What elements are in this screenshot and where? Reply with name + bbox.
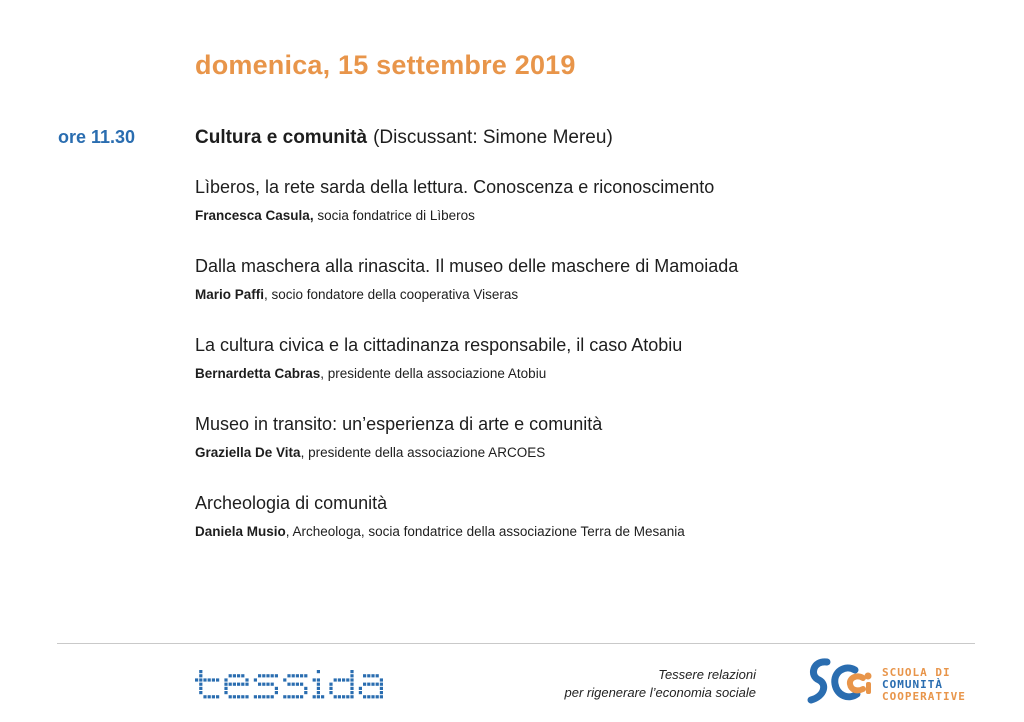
tessida-dot bbox=[283, 678, 286, 681]
tessida-dot bbox=[350, 695, 353, 698]
tessida-dot bbox=[287, 695, 290, 698]
tessida-dot bbox=[245, 695, 248, 698]
tessida-dot bbox=[334, 678, 337, 681]
tessida-dot bbox=[224, 687, 227, 690]
session-heading bbox=[195, 127, 613, 149]
speaker-role: , presidente della associazione ARCOES bbox=[300, 445, 546, 460]
tessida-dot bbox=[300, 695, 303, 698]
scuola-line-1: SCUOLA DI bbox=[882, 666, 951, 679]
footer-divider bbox=[57, 643, 975, 644]
tessida-dot bbox=[346, 695, 349, 698]
tessida-dot bbox=[241, 683, 244, 686]
tessida-dot bbox=[212, 695, 215, 698]
tessida-dot bbox=[254, 695, 257, 698]
tessida-dot bbox=[262, 683, 265, 686]
speaker-name: Mario Paffi bbox=[195, 287, 265, 302]
tessida-dot bbox=[371, 695, 374, 698]
speaker-name: Francesca Casula, bbox=[195, 208, 314, 223]
scuola-logo-icon bbox=[805, 656, 877, 715]
tessida-dot bbox=[233, 695, 236, 698]
tessida-dot bbox=[203, 695, 206, 698]
page-date: domenica, 15 settembre 2019 bbox=[195, 50, 576, 80]
tessida-dot bbox=[359, 687, 362, 690]
tessida-dot bbox=[380, 683, 383, 686]
tessida-dot bbox=[275, 687, 278, 690]
scuola-line-3: COOPERATIVE bbox=[882, 690, 966, 703]
tessida-dot bbox=[317, 691, 320, 694]
tessida-dot bbox=[304, 691, 307, 694]
tessida-dot bbox=[304, 674, 307, 677]
scuola-logo-text bbox=[882, 667, 966, 703]
tessida-dot bbox=[380, 678, 383, 681]
tessida-logo bbox=[195, 664, 410, 709]
tessida-dot bbox=[271, 695, 274, 698]
tessida-dot bbox=[350, 670, 353, 673]
talk-item bbox=[195, 254, 955, 333]
tessida-dot bbox=[208, 678, 211, 681]
tessida-dot bbox=[321, 695, 324, 698]
tessida-dot bbox=[376, 674, 379, 677]
talk-speaker bbox=[195, 207, 955, 224]
tessida-dot bbox=[245, 683, 248, 686]
tessida-dot bbox=[342, 678, 345, 681]
speaker-role: socia fondatrice di Lìberos bbox=[313, 208, 475, 223]
tessida-dot bbox=[371, 674, 374, 677]
tagline-line-2: per rigenerare l’economia sociale bbox=[564, 685, 756, 700]
talk-item bbox=[195, 333, 955, 412]
tessida-dot bbox=[334, 695, 337, 698]
tessida-dot bbox=[266, 683, 269, 686]
tessida-dot bbox=[254, 678, 257, 681]
tessida-dot bbox=[300, 683, 303, 686]
tessida-dot bbox=[350, 687, 353, 690]
talk-title: Museo in transito: un’esperienza di arte e comunità bbox=[195, 414, 603, 434]
tessida-dot bbox=[367, 695, 370, 698]
tessida-dot bbox=[203, 678, 206, 681]
tessida-dot bbox=[212, 678, 215, 681]
tessida-dot bbox=[229, 695, 232, 698]
tessida-dot bbox=[329, 691, 332, 694]
tessida-dot bbox=[296, 695, 299, 698]
tessida-dot bbox=[245, 678, 248, 681]
tessida-dot bbox=[380, 695, 383, 698]
tessida-dot bbox=[300, 674, 303, 677]
talk-item bbox=[195, 491, 955, 570]
talk-title: Archeologia di comunità bbox=[195, 493, 388, 513]
tessida-dot bbox=[329, 683, 332, 686]
tessida-dot bbox=[338, 695, 341, 698]
tessida-dot bbox=[296, 674, 299, 677]
tessida-dot bbox=[304, 687, 307, 690]
talk-title: Dalla maschera alla rinascita. Il museo delle maschere di Mamoiada bbox=[195, 256, 739, 276]
tessida-logo-mark bbox=[195, 664, 410, 704]
tessida-dot bbox=[199, 674, 202, 677]
speaker-role: , socio fondatore della cooperativa Viseras bbox=[264, 287, 519, 302]
tessida-dot bbox=[350, 674, 353, 677]
tessida-dot bbox=[363, 695, 366, 698]
tessida-dot bbox=[266, 674, 269, 677]
tessida-dot bbox=[292, 695, 295, 698]
talk-item bbox=[195, 175, 955, 254]
tessida-dot bbox=[342, 695, 345, 698]
tessida-dot bbox=[363, 683, 366, 686]
tessida-dot bbox=[262, 674, 265, 677]
tessida-dot bbox=[229, 674, 232, 677]
tessida-dot bbox=[313, 695, 316, 698]
tessida-dot bbox=[199, 670, 202, 673]
tessida-dot bbox=[224, 683, 227, 686]
tessida-dot bbox=[283, 695, 286, 698]
tessida-dot bbox=[208, 695, 211, 698]
tessida-dot bbox=[199, 678, 202, 681]
tessida-dot bbox=[224, 678, 227, 681]
tessida-dot bbox=[262, 695, 265, 698]
tessida-dot bbox=[317, 687, 320, 690]
tessida-dot bbox=[241, 695, 244, 698]
tessida-dot bbox=[271, 683, 274, 686]
tessida-dot bbox=[258, 674, 261, 677]
tessida-dot bbox=[376, 683, 379, 686]
tessida-dot bbox=[199, 683, 202, 686]
tessida-dot bbox=[258, 695, 261, 698]
talk-item bbox=[195, 412, 955, 491]
footer-tagline bbox=[565, 666, 757, 702]
tessida-dot bbox=[237, 695, 240, 698]
tessida-dot bbox=[237, 674, 240, 677]
tessida-dot bbox=[367, 683, 370, 686]
session-time: ore 11.30 bbox=[58, 127, 136, 147]
tessida-dot bbox=[271, 674, 274, 677]
tessida-dot bbox=[350, 683, 353, 686]
tessida-dot bbox=[275, 674, 278, 677]
tessida-dot bbox=[346, 678, 349, 681]
tessida-dot bbox=[292, 674, 295, 677]
tessida-dot bbox=[317, 695, 320, 698]
tagline-line-1: Tessere relazioni bbox=[658, 667, 756, 682]
tessida-dot bbox=[199, 687, 202, 690]
tessida-dot bbox=[338, 678, 341, 681]
session-title: Cultura e comunità bbox=[195, 127, 368, 148]
session-discussant: (Discussant: Simone Mereu) bbox=[373, 127, 613, 148]
talk-speaker bbox=[195, 286, 955, 303]
tessida-dot bbox=[317, 678, 320, 681]
tessida-dot bbox=[380, 691, 383, 694]
tessida-dot bbox=[317, 670, 320, 673]
tessida-dot bbox=[317, 683, 320, 686]
tessida-dot bbox=[287, 683, 290, 686]
talk-title: Lìberos, la rete sarda della lettura. Conoscenza e riconoscimento bbox=[195, 177, 715, 197]
talk-speaker bbox=[195, 523, 955, 540]
speaker-name: Bernardetta Cabras bbox=[195, 366, 321, 381]
speaker-name: Graziella De Vita bbox=[195, 445, 301, 460]
tessida-dot bbox=[296, 683, 299, 686]
tessida-dot bbox=[241, 674, 244, 677]
tessida-dot bbox=[359, 691, 362, 694]
tessida-dot bbox=[195, 678, 198, 681]
tessida-dot bbox=[266, 695, 269, 698]
tessida-dot bbox=[216, 678, 219, 681]
talk-list bbox=[195, 175, 955, 570]
scuola-line-2: COMUNITÀ bbox=[882, 678, 943, 691]
tessida-dot bbox=[233, 683, 236, 686]
tessida-dot bbox=[350, 678, 353, 681]
tessida-dot bbox=[367, 674, 370, 677]
tessida-dot bbox=[233, 674, 236, 677]
tessida-dot bbox=[258, 683, 261, 686]
tessida-dot bbox=[275, 691, 278, 694]
speaker-role: , Archeologa, socia fondatrice della associazione Terra de Mesania bbox=[285, 524, 685, 539]
tessida-dot bbox=[363, 674, 366, 677]
tessida-dot bbox=[292, 683, 295, 686]
tessida-dot bbox=[229, 683, 232, 686]
talk-title: La cultura civica e la cittadinanza responsabile, il caso Atobiu bbox=[195, 335, 683, 355]
tessida-dot bbox=[329, 687, 332, 690]
tessida-dot bbox=[224, 691, 227, 694]
tessida-dot bbox=[350, 691, 353, 694]
tessida-dot bbox=[371, 683, 374, 686]
tessida-dot bbox=[376, 695, 379, 698]
tessida-dot bbox=[216, 695, 219, 698]
scuola-logo-mark bbox=[805, 656, 877, 710]
tessida-dot bbox=[380, 687, 383, 690]
tessida-dot bbox=[313, 678, 316, 681]
talk-speaker bbox=[195, 444, 955, 461]
speaker-name: Daniela Musio bbox=[195, 524, 286, 539]
tessida-dot bbox=[199, 691, 202, 694]
tessida-dot bbox=[237, 683, 240, 686]
speaker-role: , presidente della associazione Atobiu bbox=[320, 366, 547, 381]
tessida-dot bbox=[287, 674, 290, 677]
talk-speaker bbox=[195, 365, 955, 382]
